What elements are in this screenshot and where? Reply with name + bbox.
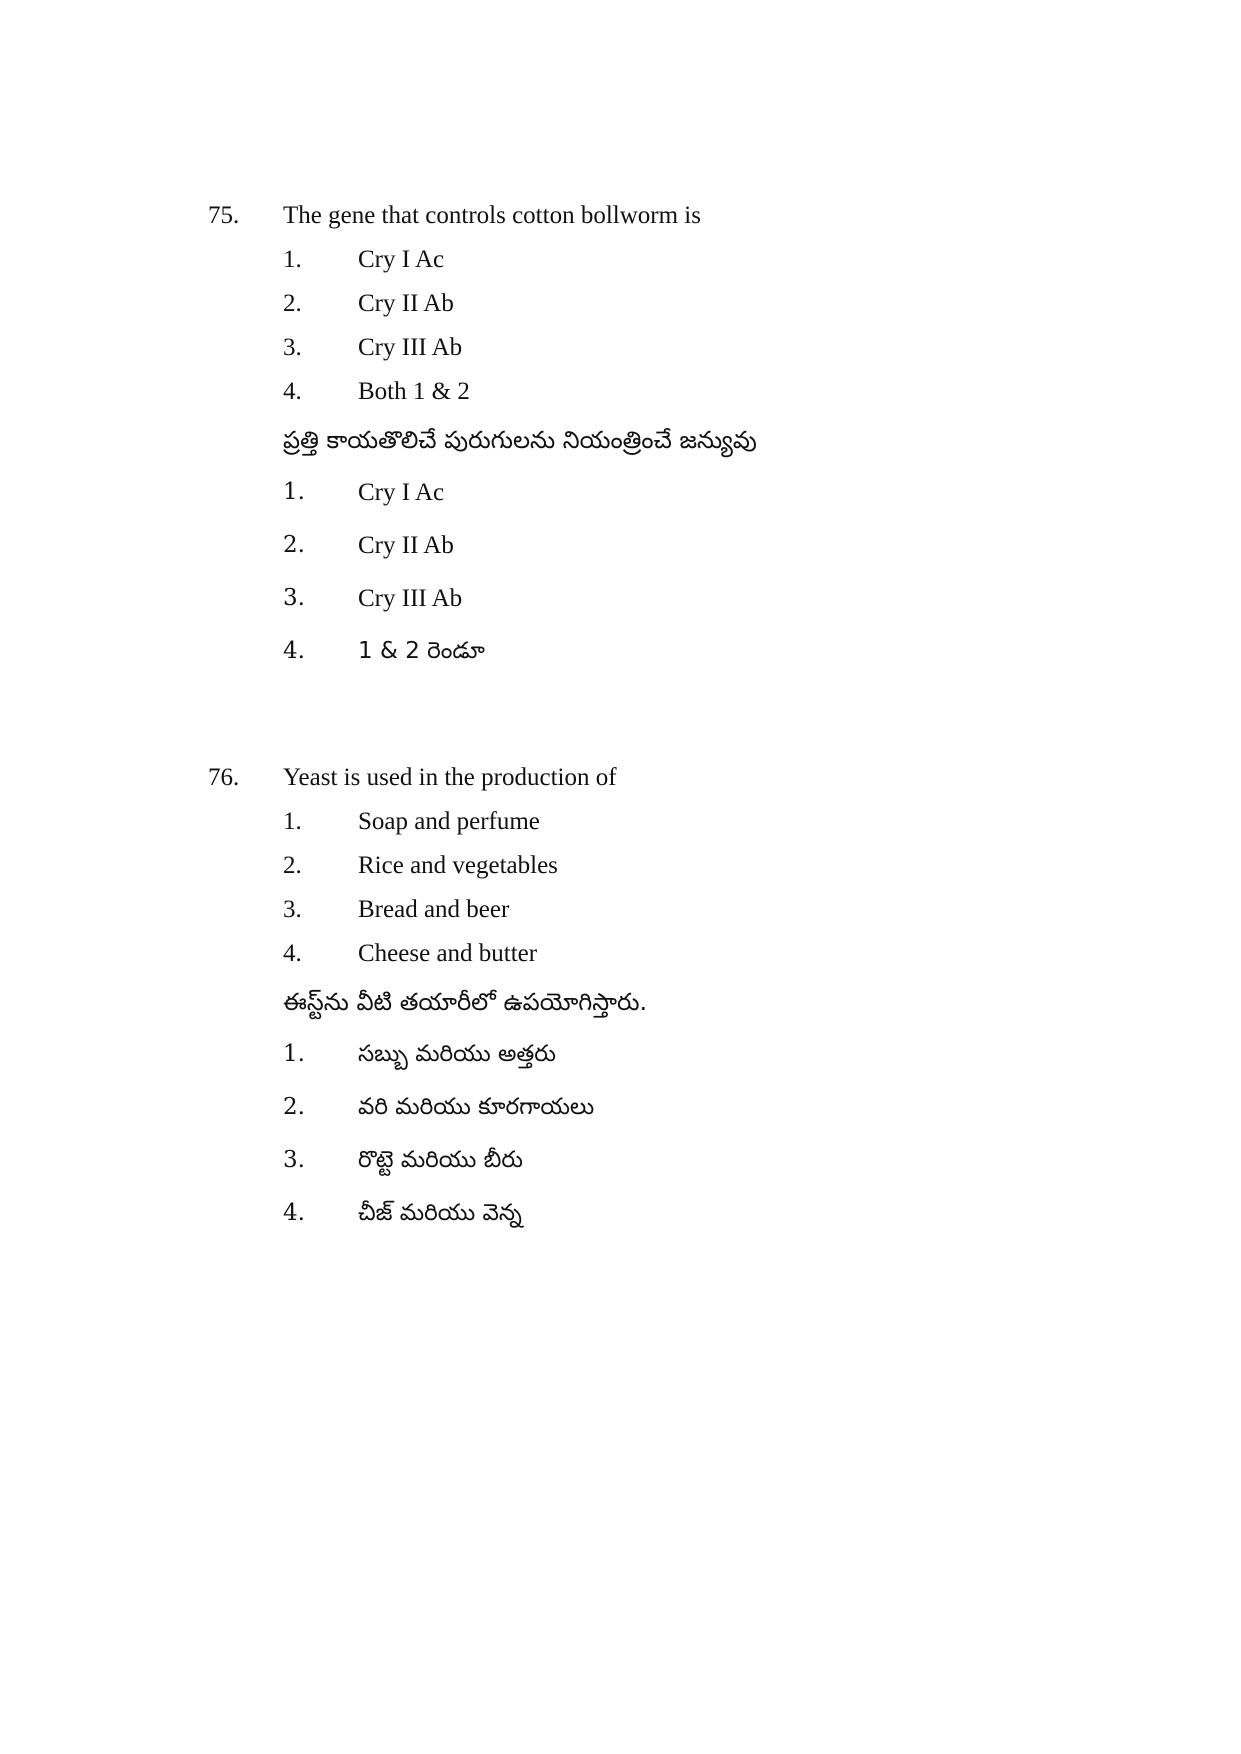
option-text: Rice and vegetables bbox=[358, 852, 558, 879]
option-number: 2. bbox=[283, 852, 302, 879]
option-number: 3. bbox=[283, 585, 305, 611]
question-75 bbox=[208, 194, 1108, 678]
question-text: The gene that controls cotton bollworm is bbox=[283, 202, 701, 229]
question-text: Yeast is used in the production of bbox=[283, 764, 617, 791]
option-2 bbox=[208, 844, 1108, 888]
option-number: 2. bbox=[283, 532, 305, 558]
english-options bbox=[208, 238, 1108, 414]
option-number: 4. bbox=[283, 638, 305, 664]
option-text: Cry III Ab bbox=[358, 334, 463, 361]
option-number: 2. bbox=[283, 290, 302, 317]
option-text: చీజ్ మరియు వెన్న bbox=[358, 1200, 522, 1226]
option-text: రొట్టె మరియు బీరు bbox=[358, 1147, 523, 1173]
telugu-question-text: ఈస్ట్‌ను వీటి తయారీలో ఉపయోగిస్తారు. bbox=[283, 988, 648, 1016]
question-header bbox=[208, 756, 1108, 800]
option-text: Cry II Ab bbox=[358, 532, 454, 559]
option-number: 1. bbox=[283, 479, 305, 505]
option-text: Soap and perfume bbox=[358, 808, 540, 835]
option-number: 1. bbox=[283, 1041, 305, 1067]
option-3 bbox=[208, 326, 1108, 370]
telugu-question-text: ప్రత్తి కాయతొలిచే పురుగులను నియంత్రించే జన్యువు bbox=[283, 426, 757, 454]
option-text: సబ్బు మరియు అత్తరు bbox=[358, 1041, 556, 1067]
english-options bbox=[208, 800, 1108, 976]
telugu-option-2 bbox=[208, 519, 1108, 572]
telugu-options bbox=[208, 466, 1108, 678]
telugu-options bbox=[208, 1028, 1108, 1240]
telugu-option-1 bbox=[208, 466, 1108, 519]
option-text: వరి మరియు కూరగాయలు bbox=[358, 1094, 595, 1120]
telugu-option-3 bbox=[208, 1134, 1108, 1187]
telugu-option-1 bbox=[208, 1028, 1108, 1081]
option-number: 3. bbox=[283, 1147, 305, 1173]
option-number: 3. bbox=[283, 334, 302, 361]
telugu-option-2 bbox=[208, 1081, 1108, 1134]
option-text: Bread and beer bbox=[358, 896, 510, 923]
question-number: 75. bbox=[208, 202, 240, 229]
option-4 bbox=[208, 370, 1108, 414]
option-text: Cheese and butter bbox=[358, 940, 538, 967]
option-1 bbox=[208, 238, 1108, 282]
option-3 bbox=[208, 888, 1108, 932]
question-76 bbox=[208, 756, 1108, 1240]
option-number: 4. bbox=[283, 1200, 305, 1226]
option-number: 1. bbox=[283, 246, 302, 273]
option-text: Cry I Ac bbox=[358, 479, 445, 506]
option-text: Both 1 & 2 bbox=[358, 378, 470, 405]
option-number: 1. bbox=[283, 808, 302, 835]
option-text: 1 & 2 రెండూ bbox=[358, 638, 485, 664]
option-number: 4. bbox=[283, 378, 302, 405]
option-number: 3. bbox=[283, 896, 302, 923]
option-2 bbox=[208, 282, 1108, 326]
option-1 bbox=[208, 800, 1108, 844]
option-text: Cry II Ab bbox=[358, 290, 454, 317]
option-number: 4. bbox=[283, 940, 302, 967]
telugu-option-4 bbox=[208, 625, 1108, 678]
telugu-question-header bbox=[208, 976, 1108, 1028]
telugu-option-3 bbox=[208, 572, 1108, 625]
telugu-question-header bbox=[208, 414, 1108, 466]
telugu-option-4 bbox=[208, 1187, 1108, 1240]
option-text: Cry I Ac bbox=[358, 246, 445, 273]
question-header bbox=[208, 194, 1108, 238]
option-number: 2. bbox=[283, 1094, 305, 1120]
option-4 bbox=[208, 932, 1108, 976]
option-text: Cry III Ab bbox=[358, 585, 463, 612]
question-number: 76. bbox=[208, 764, 240, 791]
